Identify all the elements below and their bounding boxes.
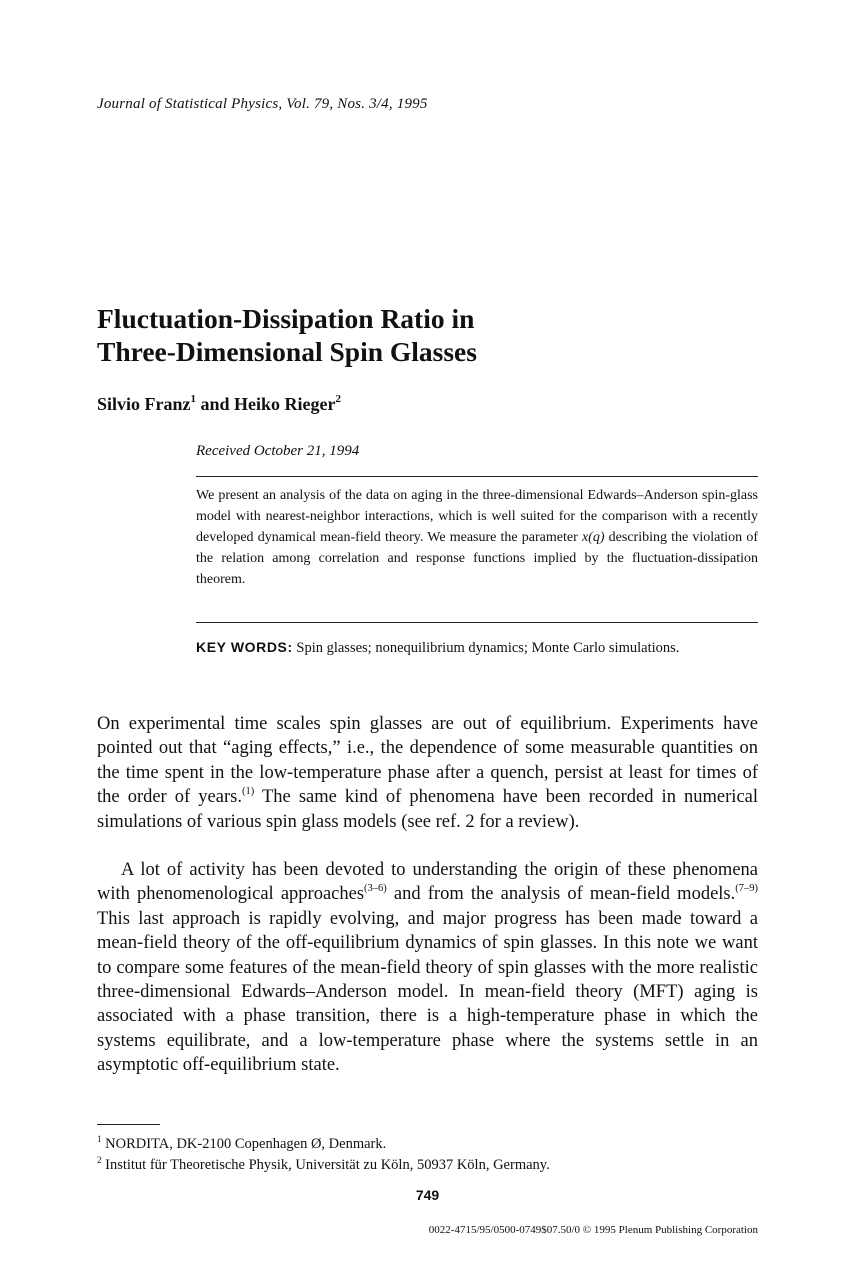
footnote-mark: 2 <box>97 1155 102 1165</box>
author-list <box>97 393 341 415</box>
author-connector: and <box>196 394 235 414</box>
journal-citation: Journal of Statistical Physics, Vol. 79, Nos. 3/4, 1995 <box>97 96 428 112</box>
body-text: The same kind of phenomena have been recorded in numerical simulations of various spin glass models (see ref. 2 for a review). <box>97 787 759 832</box>
affiliation-mark: 1 <box>190 393 196 405</box>
citation-ref: (7–9) <box>735 883 758 895</box>
abstract-text: We present an analysis of the data on aging in the three-dimensional Edwards–Anderson spin-glass model with nearest-neighbor interactions, which is well suited for the comparison with a recently developed dynamical mean-field theory. We measure the parameter <box>196 488 758 545</box>
keywords <box>196 636 758 659</box>
footnote-text: Institut für Theoretische Physik, Universität zu Köln, 50937 Köln, Germany. <box>101 1157 550 1173</box>
affiliation-mark: 2 <box>335 393 342 405</box>
body-paragraph <box>97 858 758 1078</box>
abstract-bottom-rule <box>196 622 758 623</box>
citation-ref: (1) <box>241 786 255 798</box>
abstract-top-rule <box>196 476 758 477</box>
keywords-text: Spin glasses; nonequilibrium dynamics; Monte Carlo simulations. <box>292 640 680 656</box>
body-paragraph <box>97 712 758 834</box>
copyright-line: 0022-4715/95/0500-0749$07.50/0 © 1995 Plenum Publishing Corporation <box>428 1224 758 1236</box>
keywords-label: KEY WORDS: <box>196 639 293 655</box>
footnote <box>97 1155 550 1174</box>
abstract <box>196 485 758 590</box>
abstract-symbol: x(q) <box>581 530 605 545</box>
footnote-rule <box>97 1124 160 1125</box>
title-line-1: Fluctuation-Dissipation Ratio in <box>97 303 475 334</box>
author-name: Silvio Franz <box>97 394 191 414</box>
body-text: and from the analysis of mean-field models. <box>386 884 736 905</box>
body-text: On experimental time scales spin glasses are out of equilibrium. Experiments have pointed out that “aging effects,” i.e., the dependence of some measurable quantities on the time spent in the low-temperature phase after a quench, persist at least for times of the order of years. <box>97 714 758 808</box>
citation-ref: (3–6) <box>364 883 387 895</box>
paper-title <box>97 302 477 368</box>
body-text: A lot of activity has been devoted to understanding the origin of these phenomena with phenomenological approaches <box>97 860 758 905</box>
abstract-text: describing the violation of the relation among correlation and response functions implied by the fluctuation-dissipation theorem. <box>196 530 759 587</box>
received-date: Received October 21, 1994 <box>196 443 360 459</box>
body-text: This last approach is rapidly evolving, and major progress has been made toward a mean-field theory of the off-equilibrium dynamics of spin glasses. In this note we want to compare some features of the mean-field theory of spin glasses with the more realistic three-dimensional Edwards–Anderson model. In mean-field theory (MFT) aging is associated with a phase transition, there is a high-temperature phase in which the systems equilibrate, and a low-temperature phase where the systems settle in an asymptotic off-equilibrium state. <box>97 908 758 1076</box>
author-name: Heiko Rieger <box>234 394 336 414</box>
footnote-text: NORDITA, DK-2100 Copenhagen Ø, Denmark. <box>101 1136 387 1152</box>
footnote-mark: 1 <box>97 1134 102 1144</box>
footnote <box>97 1134 386 1153</box>
page-number: 749 <box>415 1187 440 1203</box>
title-line-2: Three-Dimensional Spin Glasses <box>97 336 477 367</box>
